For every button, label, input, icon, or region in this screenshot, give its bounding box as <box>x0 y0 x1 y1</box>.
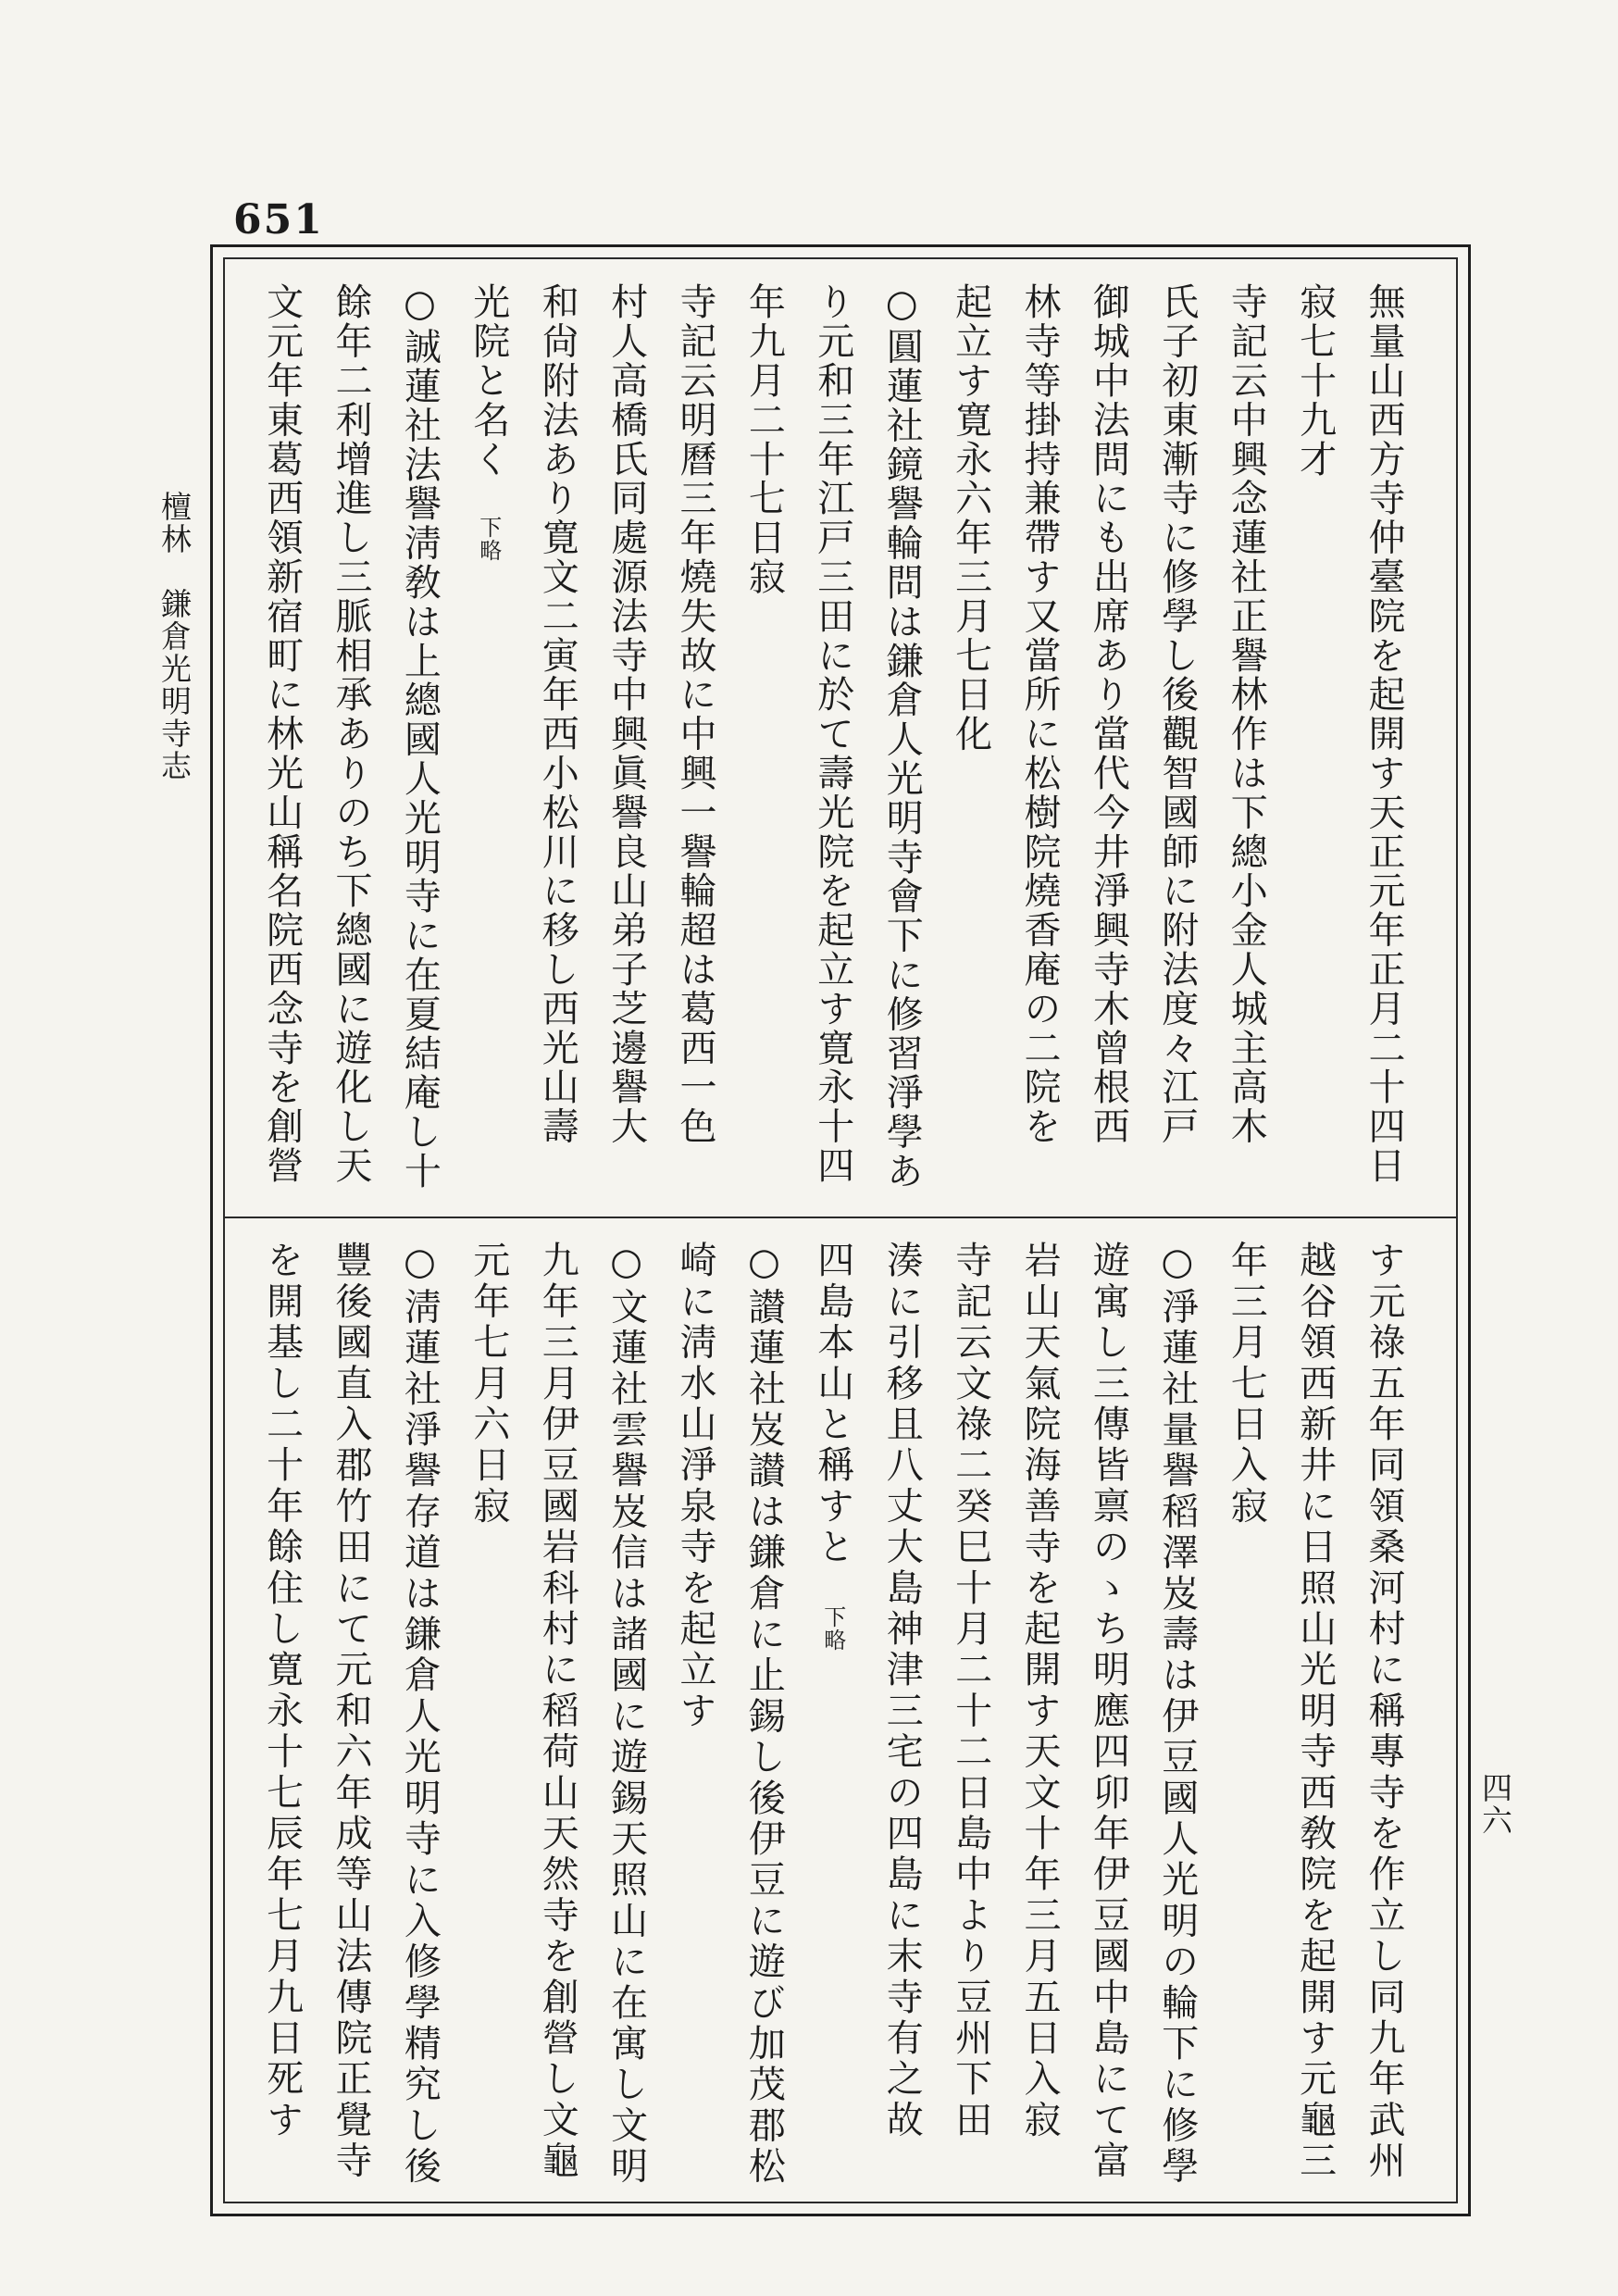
column-text: を開基し二十年餘住し寛永十七辰年七月九日死す <box>260 1241 304 2141</box>
upper-column-8 <box>880 282 923 1191</box>
column-text: 文元年東葛西領新宿町に林光山稱名院西念寺を創營 <box>260 282 304 1186</box>
section-page-number: 四六 <box>1477 1772 1513 1837</box>
column-text: 九年三月伊豆國岩科村に稻荷山天然寺を創營し文龜 <box>536 1241 579 2182</box>
lower-column-6 <box>1018 1241 1061 2140</box>
upper-column-14 <box>467 282 510 562</box>
column-text: 寺記云文祿二癸巳十月二十二日島中より豆州下田 <box>949 1241 992 2141</box>
upper-column-17 <box>261 282 304 1185</box>
upper-column-16 <box>330 282 372 1185</box>
lower-column-13 <box>536 1241 579 2182</box>
column-text: 岩山天氣院海善寺を起開す天文十年三月五日入寂 <box>1018 1241 1061 2141</box>
column-text: ○圓蓮社鏡譽輪問は鎌倉人光明寺會下に修習淨學あ <box>880 282 924 1192</box>
column-text: 寂七十九才 <box>1293 282 1337 479</box>
column-text: 湊に引移且八丈大島神津三宅の四島に末寺有之故 <box>880 1241 924 2141</box>
column-text: 林寺等掛持兼帶す又當所に松樹院燒香庵の二院を <box>1018 282 1061 1146</box>
column-text: 越谷領西新井に日照山光明寺西敎院を起開す元龜三 <box>1293 1241 1337 2182</box>
column-text: 無量山西方寺仲臺院を起開す天正元年正月二十四日 <box>1363 282 1405 1186</box>
upper-column-2 <box>1294 282 1337 479</box>
column-text: 御城中法問にも出席あり當代今井淨興寺木曾根西 <box>1087 282 1130 1146</box>
column-text: ○淸蓮社淨譽存道は鎌倉人光明寺に入修學精究し後 <box>398 1241 442 2188</box>
lower-column-2 <box>1294 1241 1337 2182</box>
column-text: ○誠蓮社法譽淸敎は上總國人光明寺に在夏結庵し十 <box>398 282 442 1192</box>
omission-note: 下略 <box>819 1604 846 1652</box>
lower-column-7 <box>950 1241 992 2140</box>
lower-column-9 <box>812 1241 854 1652</box>
column-text: ○文蓮社雲譽岌信は諸國に遊錫天照山に在寓し文明 <box>604 1241 648 2188</box>
omission-note: 下略 <box>475 516 502 562</box>
column-text: 村人高橋氏同處源法寺中興眞譽良山弟子芝邊譽大 <box>604 282 648 1146</box>
upper-column-6 <box>1018 282 1061 1146</box>
column-text: 年九月二十七日寂 <box>742 282 786 597</box>
upper-column-7 <box>950 282 992 754</box>
running-title: 檀林 鎌倉光明寺志 <box>156 491 193 782</box>
upper-column-12 <box>605 282 648 1146</box>
upper-column-4 <box>1156 282 1199 1146</box>
lower-column-12 <box>605 1241 648 2188</box>
upper-column-10 <box>742 282 785 596</box>
lower-column-11 <box>674 1241 716 1731</box>
lower-column-1 <box>1363 1241 1405 2182</box>
column-text: り元和三年江戸三田に於て壽光院を起立す寛永十四 <box>811 282 854 1186</box>
column-text: 年三月七日入寂 <box>1225 1241 1268 1528</box>
column-text: 四島本山と稱すと <box>811 1241 854 1568</box>
column-text: 崎に淸水山淨泉寺を起立す <box>674 1241 716 1732</box>
lower-column-4 <box>1156 1241 1199 2188</box>
page-number: 651 <box>233 196 324 243</box>
column-text: 光院と名く <box>467 282 510 479</box>
column-text: 氏子初東漸寺に修學し後觀智國師に附法度々江戸 <box>1155 282 1199 1146</box>
column-text: 遊寓し三傳皆禀のゝち明應四卯年伊豆國中島にて富 <box>1087 1241 1130 2182</box>
lower-column-16 <box>330 1241 372 2182</box>
lower-column-14 <box>467 1241 510 1527</box>
lower-column-8 <box>880 1241 923 2140</box>
column-text: ○淨蓮社量譽稻澤岌壽は伊豆國人光明の輪下に修學 <box>1155 1241 1199 2188</box>
upper-column-1 <box>1363 282 1405 1185</box>
lower-column-15 <box>398 1241 441 2188</box>
upper-column-13 <box>536 282 579 1146</box>
column-text: 和尙附法あり寛文二寅年西小松川に移し西光山壽 <box>536 282 579 1146</box>
upper-column-9 <box>812 282 854 1185</box>
lower-column-5 <box>1087 1241 1129 2182</box>
lower-column-10 <box>742 1241 785 2188</box>
lower-column-17 <box>261 1241 304 2140</box>
column-text: 寺記云中興念蓮社正譽林作は下總小金人城主高木 <box>1225 282 1268 1146</box>
upper-column-15 <box>398 282 441 1191</box>
section-divider <box>223 1217 1458 1218</box>
upper-column-5 <box>1087 282 1129 1146</box>
upper-column-11 <box>674 282 716 1146</box>
lower-column-3 <box>1225 1241 1267 1527</box>
column-text: ○讃蓮社岌讃は鎌倉に止錫し後伊豆に遊び加茂郡松 <box>742 1241 786 2188</box>
column-text: す元祿五年同領桑河村に稱專寺を作立し同九年武州 <box>1363 1241 1405 2182</box>
upper-column-3 <box>1225 282 1267 1146</box>
column-text: 餘年二利增進し三脈相承ありのち下總國に遊化し天 <box>330 282 372 1186</box>
column-text: 元年七月六日寂 <box>467 1241 510 1528</box>
column-text: 寺記云明曆三年燒失故に中興一譽輪超は葛西一色 <box>674 282 716 1146</box>
column-text: 起立す寛永六年三月七日化 <box>949 282 992 754</box>
column-text: 豐後國直入郡竹田にて元和六年成等山法傳院正覺寺 <box>330 1241 372 2182</box>
